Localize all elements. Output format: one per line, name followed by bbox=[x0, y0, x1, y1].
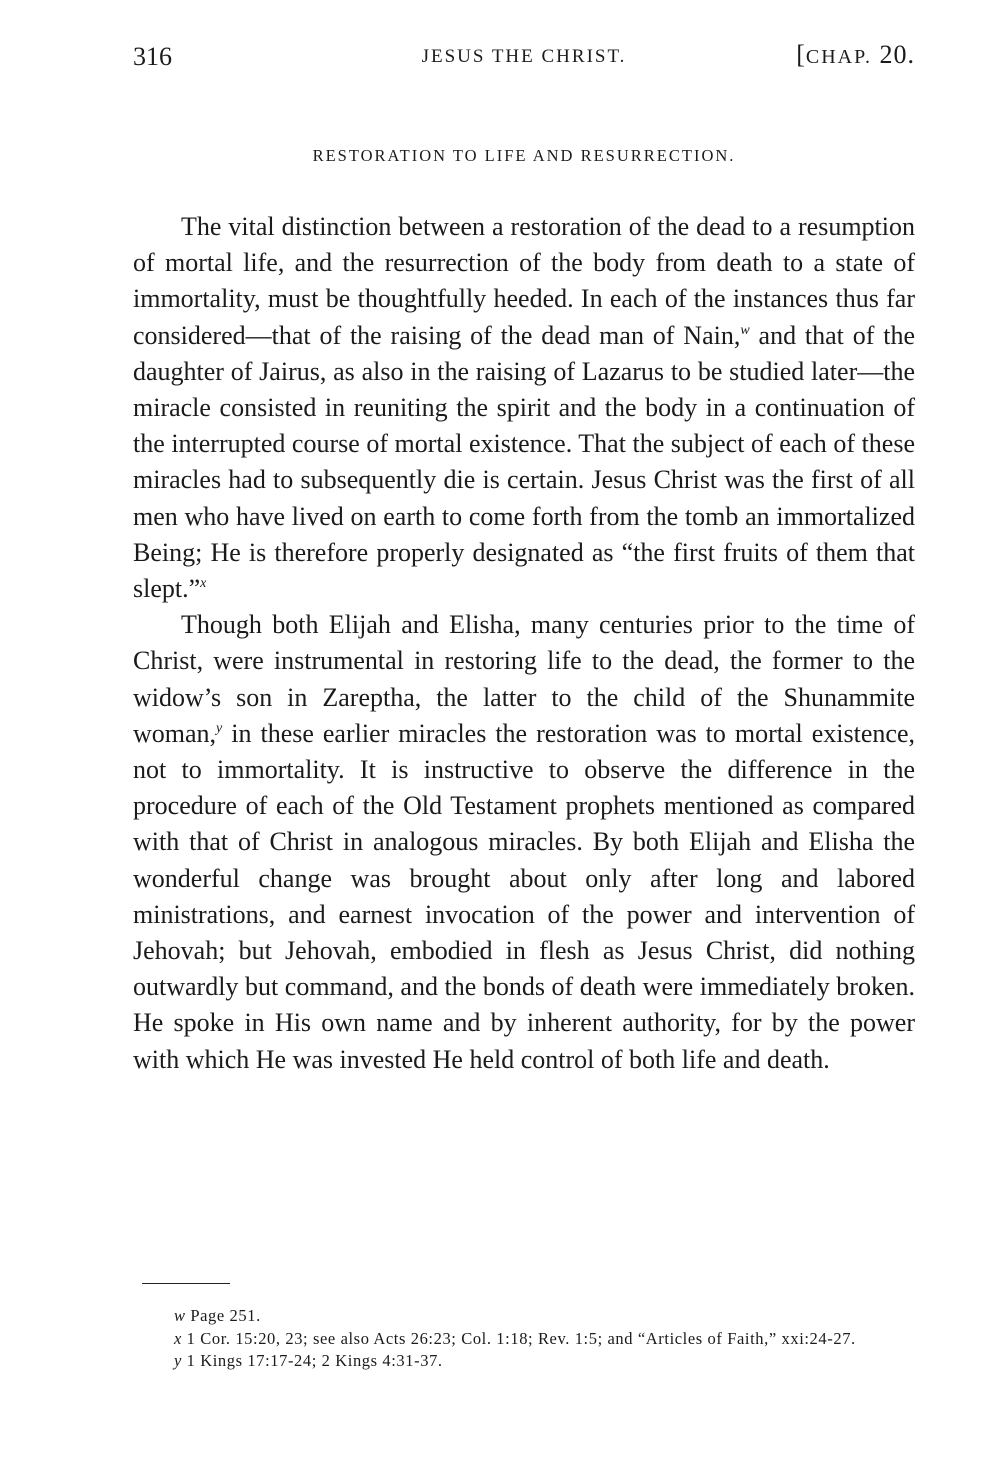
footnote-mark-y: y bbox=[174, 1351, 182, 1370]
running-title: JESUS THE CHRIST. bbox=[421, 46, 627, 67]
page-number: 316 bbox=[133, 42, 172, 71]
body-text bbox=[133, 209, 915, 1078]
footnote-mark-x: x bbox=[174, 1328, 182, 1348]
footnote-text-y: 1 Kings 17:17-24; 2 Kings 4:31-37. bbox=[181, 1351, 443, 1370]
footnote-ref-x: x bbox=[200, 576, 207, 592]
chapter-bracket: [ bbox=[796, 40, 806, 69]
footnote-text-w: Page 251. bbox=[185, 1306, 261, 1325]
running-head bbox=[133, 42, 915, 78]
chapter-indicator bbox=[796, 40, 915, 70]
paragraph-2-part-1: Though both Elijah and Elisha, many centuries prior to the time of Christ, were instrumental in restoring life to the dead, the former to the widow’s son in Zareptha, the latter to the child of the Shunammite woman, bbox=[133, 610, 915, 748]
footnote-divider bbox=[142, 1283, 230, 1284]
footnote-y bbox=[142, 1350, 920, 1373]
section-heading: RESTORATION TO LIFE AND RESURRECTION. bbox=[312, 146, 736, 165]
footnotes bbox=[142, 1305, 920, 1373]
paragraph-2 bbox=[133, 607, 915, 1078]
paragraph-1-part-2: and that of the daughter of Jairus, as also in the raising of Lazarus to be studied later—the miracle consisted in reuniting the spirit and the body in a continuation of the interrupted course of mortal existence. That the subject of each of these miracles had to subsequently die is certain. Jesus Christ was the first of all men who have lived on earth to come forth from the tomb an immortalized Being; He is therefore properly designated as “the first fruits of them that slept.” bbox=[133, 320, 916, 604]
chapter-number: 20. bbox=[879, 40, 915, 69]
footnote-mark-w: w bbox=[174, 1306, 186, 1325]
footnote-ref-y: y bbox=[216, 720, 223, 736]
footnote-x bbox=[142, 1328, 920, 1351]
paragraph-2-part-2: in these earlier miracles the restoration was to mortal existence, not to immortality. It is instructive to observe the difference in the procedure of each of the Old Testament prophets mentioned as compared with that of Christ in analogous miracles. By both Elijah and Elisha the wonderful change was brought about only after long and labored ministrations, and earnest invocation of the power and intervention of Jehovah; but Jehovah, embodied in flesh as Jesus Christ, did nothing outwardly but command, and the bonds of death were immediately broken. He spoke in His own name and by inherent authority, for by the power with which He was invested He held control of both life and death. bbox=[133, 718, 915, 1074]
footnote-w bbox=[142, 1305, 920, 1328]
paragraph-1-part-1: The vital distinction between a restoration of the dead to a resumption of mortal life, and the resurrection of the body from death to a state of immortality, must be thoughtfully heeded. In each of the instances thus far considered—that of the raising of the dead man of Nain, bbox=[133, 212, 915, 350]
footnote-text-x: 1 Cor. 15:20, 23; see also Acts 26:23; Col. 1:18; Rev. 1:5; and “Articles of Faith,” xxi:24-27. bbox=[181, 1328, 856, 1348]
chapter-word: CHAP. bbox=[805, 46, 872, 68]
footnote-ref-w: w bbox=[740, 322, 750, 338]
paragraph-1 bbox=[133, 209, 915, 607]
